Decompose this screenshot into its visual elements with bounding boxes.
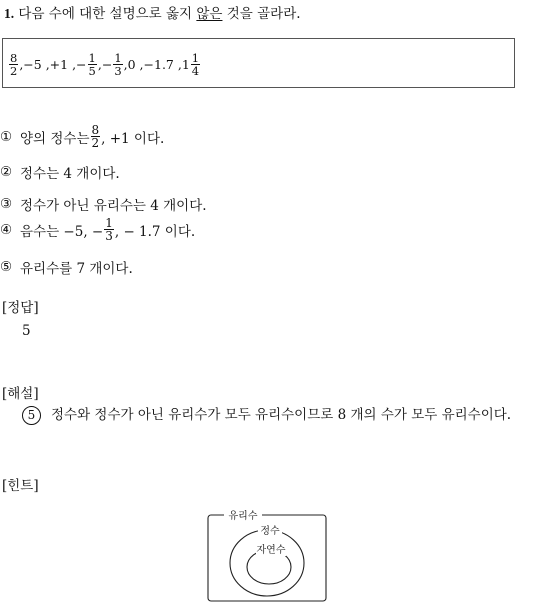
question-underlined-word: 않은 [196, 6, 223, 22]
number-list [8, 44, 201, 84]
option-4-text: 음수는 −5, − [20, 223, 104, 240]
question-text-before: 다음 수에 대한 설명으로 옳지 [18, 6, 197, 22]
option-4-text-end: , − 1.7 이다. [114, 223, 196, 240]
rational-label: 유리수 [228, 511, 258, 522]
fraction-8-2: $\frac{8}{2}$ [10, 50, 18, 78]
option-1 [0, 124, 164, 149]
venn-diagram [200, 505, 334, 603]
option-3-mark: ③ [0, 196, 13, 212]
option-5-text: 유리수를 7 개이다. [20, 261, 133, 277]
option-1-text: 양의 정수는 [20, 130, 90, 147]
question-number: 1. [4, 6, 15, 21]
option-1-fraction: $\frac{8}{2}$ [91, 123, 100, 150]
explanation-circled-number: 5 [22, 406, 41, 425]
answer-label: [정답] [2, 300, 39, 316]
numbers-segment: ,−5 ,+1 ,− [19, 56, 87, 72]
option-3 [0, 194, 207, 214]
answer-value: 5 [22, 323, 31, 339]
number-list-box [2, 38, 515, 88]
option-4-mark: ④ [0, 221, 13, 238]
option-5 [0, 257, 133, 277]
numbers-segment: ,− [97, 56, 113, 72]
integer-set-circle [230, 530, 304, 596]
option-4-fraction: $\frac{1}{3}$ [105, 216, 113, 243]
option-1-mark: ① [0, 128, 13, 145]
option-3-text: 정수가 아닌 유리수는 4 개이다. [20, 198, 207, 214]
fraction-1-5: $\frac{1}{5}$ [88, 50, 96, 78]
integer-label: 정수 [260, 526, 280, 537]
fraction-1-4: $\frac{1}{4}$ [191, 50, 200, 78]
fraction-1-3: $\frac{1}{3}$ [114, 50, 122, 78]
option-2-text: 정수는 4 개이다. [20, 166, 120, 182]
hint-label: [힌트] [2, 478, 39, 494]
question-title [4, 2, 301, 22]
option-5-mark: ⑤ [0, 259, 13, 275]
numbers-segment: ,0 ,−1.7 ,1 [123, 56, 190, 72]
explanation-text [2, 404, 532, 427]
explanation-body: 정수와 정수가 아닌 유리수가 모두 유리수이므로 8 개의 수가 모두 유리수이다. [51, 407, 512, 423]
option-4 [0, 217, 195, 242]
option-2 [0, 162, 120, 182]
question-text-after: 것을 골라라. [222, 6, 301, 22]
natural-label: 자연수 [256, 545, 286, 556]
option-2-mark: ② [0, 164, 13, 180]
option-1-text-end: , +1 이다. [101, 130, 165, 147]
explanation-label: [해설] [2, 386, 39, 402]
